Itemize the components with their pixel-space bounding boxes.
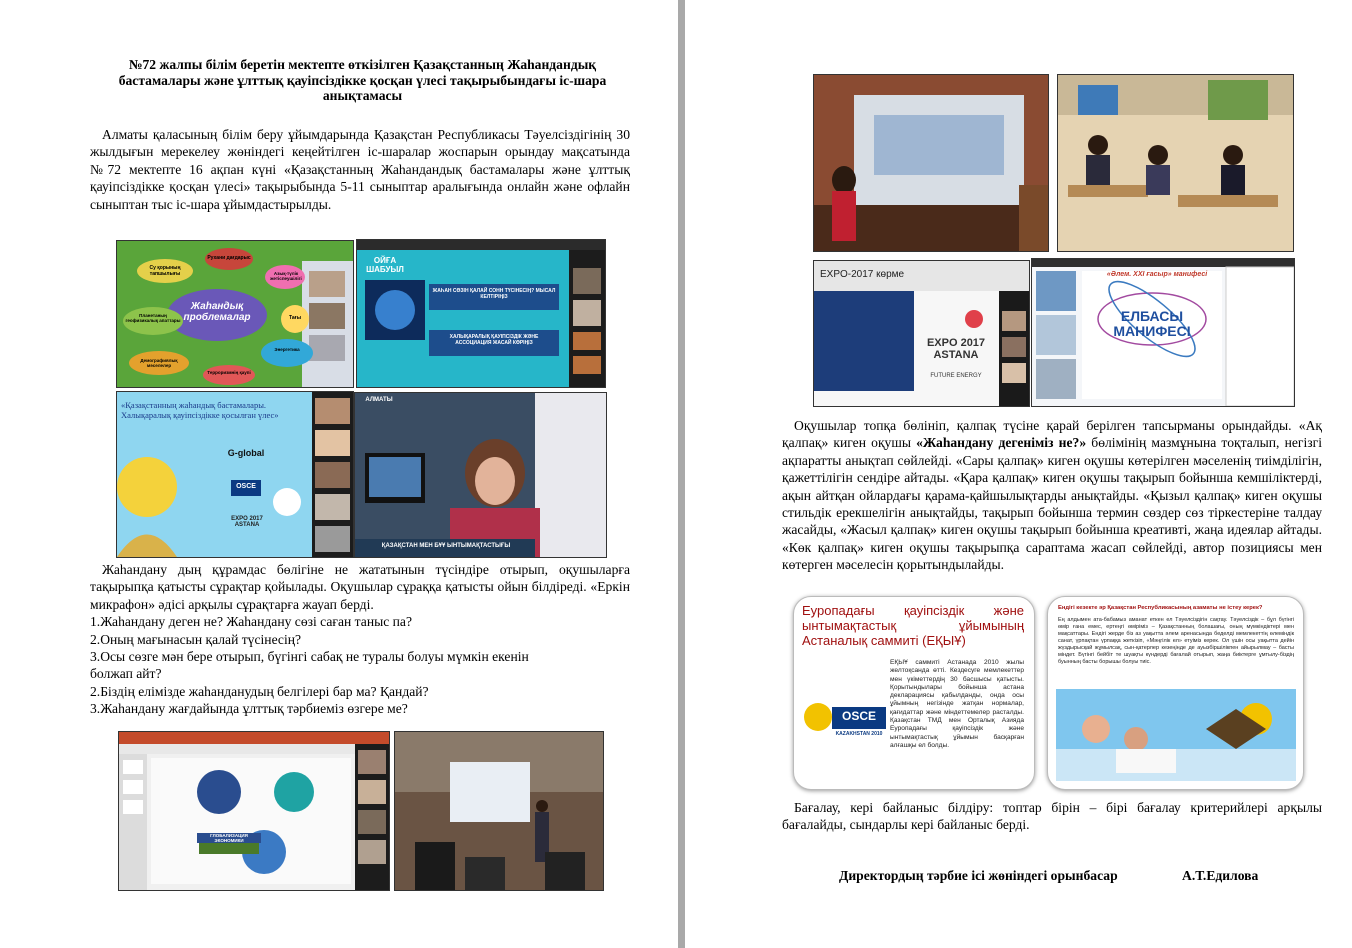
bubble-label: Энергетика [274, 347, 300, 352]
discussion-paragraph: Жаһандану дың құрамдас бөлігіне не жататынын түсіндіре отырып, оқушыларға тақырыпқа қатысты сұрақтар қойылады. Оқушылар сұраққа қатысты ойын білдіреді. «Еркін микрафон» әдісі арқылы сұрақтарға жауап берді. [90, 562, 630, 612]
students-classroom-photo [1057, 74, 1294, 252]
mindmap-center-label: Жаһандық проблемалар [183, 301, 251, 323]
intro-paragraph: Алматы қаласының білім беру ұйымдарында Қазақстан Республикасы Тәуелсіздігінің 30 жылдығын мерекелеу жөніндегі кеңейтілген іс-шаралар жоспарын орындау мақсатында №72 мектепте 16 ақпан күні «Қазақстанның Жаһандандық бастамалары және ұлттық қауіпсіздікке қосқан үлесі» тақырыбында 5-11 сыныптар аралығында онлайн және офлайн сыныптан тыс іс-шара ұйымдастырылды. [90, 127, 630, 212]
question-item: 2.Біздің елімізде жаһанданудың белгілері бар ма? Қандай? [90, 684, 429, 699]
global-initiatives-slide-photo [116, 391, 354, 558]
brainstorm-footer: ХАЛЫҚАРАЛЫҚ ҚАУІПСІЗДІК ЖӘНЕ АССОЦИАЦИЯ ЖАСАЙ КӨРІҢІЗ [449, 334, 539, 346]
presenter-drawing [814, 75, 1048, 251]
classroom-drawing [395, 732, 603, 890]
osce-card-body: ЕҚЫҰ саммиті Астанада 2010 жылы желтоқсанда өтті. Кездесуге мемлекеттер мен үкіметтердің 30 басшысы қатысты. Қорытындылары бойынша астана декларациясы қабылданды, онда осы ұйымның негізінде жатқан нормалар, қағидаттар және міндеттемелер расталды. Қазақстан ТМД мен Орталық Азияда Еуропадағы қауіпсіздік және ынтымақтастық ұйымын басқарған алғашқы ел болды. [890, 659, 1024, 749]
signature-role: Директордың тәрбие ісі жөніндегі орынбасар [839, 868, 1118, 883]
independence-card-body: Ең алдымен ата-бабамыз аманат еткен ел Тәуелсіздігін сақтау. Тәуелсіздік – бұл бүгінгі өмір ғана емес, ертеңгі өміріміз – Қазақстанның болашағы, оның мүмкіндіктері мен мақсаттары. Ендігі жерде біз аз уақытта әлем аренасында беделді мемлекеттің өлеміндік санат, үрпақтан үрпаққа жеткізіп, «Мәңгілік ел» етуіміз керек. Ол үшін осы уақытта дейін жүздырысқай жұмылсақ, сын-қатерлер кезеңінде де ауызбіршілікпен айырылмау – басты міндет. Бүгінгі бейбіт те шуақты күндерді бағалай отырып, жаңа биіктерге ұмтылу-біздің буынның басты борышы болуы тиіс. [1058, 617, 1294, 665]
students-drawing [1058, 75, 1293, 251]
signature-name: А.Т.Едилова [1182, 868, 1259, 883]
document-title: №72 жалпы білім беретін мектепте өткізілген Қазақстанның Жаһандандық бастамалары және ұлттық қауіпсіздікке қосқан үлесі тақырыбындағы іс-шара анықтамасы [118, 57, 607, 103]
manifest-heading: «Әлем. XXI ғасыр» манифесі [1106, 271, 1208, 278]
family-image [1056, 689, 1296, 781]
bubble-label: Демографиялық мәселелер [140, 358, 178, 368]
bubble-label: Су қорының тапшылығы [149, 265, 181, 277]
presentation-screenshot [118, 731, 390, 891]
question-item: 3.Осы сөзге мән бере отырып, бүгінгі сабақ не туралы болуы мүмкін екенін [90, 649, 529, 664]
initiatives-heading: «Қазақстанның жаһандық бастамалары. Халықаралық қауіпсіздікке қосылған үлес» [121, 400, 279, 420]
independence-card-title: Ендігі кезекте әр Қазақстан Республикасының азаматы не істеу керек? [1058, 605, 1263, 611]
brainstorm-heading: ОЙҒА ШАБУЫЛ [366, 256, 404, 274]
gglobal-label: G-global [227, 448, 265, 458]
teacher-online-photo [354, 392, 607, 558]
city-label: АЛМАТЫ [365, 397, 393, 403]
teacher-drawing [355, 393, 606, 557]
right-page [685, 0, 1352, 948]
classroom-presentation-photo [394, 731, 604, 891]
hats-method-paragraph [782, 417, 1322, 574]
question-item: 3.Жаһандану жағдайында ұлттық тәрбиеміз өзгере ме? [90, 701, 408, 716]
manifest-slide-photo [1031, 258, 1295, 407]
expo-heading: EXPO-2017 көрме [820, 269, 905, 280]
un-banner: ҚАЗАҚСТАН МЕН БҰҰ ЫНТЫМАҚТАСТЫҒЫ [381, 543, 511, 549]
presenter-photo [813, 74, 1049, 252]
expo-logo: EXPO 2017 ASTANA [926, 337, 986, 361]
osce-card-logo: OSCE [841, 709, 876, 723]
presentation-drawing [119, 732, 389, 890]
feedback-paragraph: Бағалау, кері байланыс білдіру: топтар бірін – бірі бағалау критерийлері арқылы бағалайды, сындарлы кері байланыс берді. [782, 800, 1322, 833]
hats-text-after: бөлімінің мазмұнына тоқталып, негізгі ақпаратты анықтап сөйлейді. «Сары қалпақ» киген оқушы көтерілген мәселенің тиімділігін, қажеттілігін сендіре айтады. «Қара қалпақ» киген оқушы тақырып бойынша кемшіліктерді, ақын айтқан ойлардағы қарама-қайшылықтарды анықтайды. «Қызыл қалпақ» киген оқушы стильдік ерекшелігін анықтайды, тақырып бойынша термин сөздер сөз тіркестеріне талдау жасайды, «Жасыл қалпақ» киген оқушы тақырып бойынша креативті, жаңа идеялар айтады. «Көк қалпақ» киген оқушы тақырыпқа сараптама жасап сөйлейді, автор позициясы мен көтерген мәселесін қорытындылайды. [782, 435, 1322, 573]
question-item: болжап айт? [90, 666, 162, 681]
bubble-label: Азық-түлік жетіспеушілігі [270, 271, 302, 281]
brainstorm-question: ЖАҺАН СӨЗІН ҚАЛАЙ СОНН ТҮСІНЕСІҢ? МЫСАЛ КЕЛТІРІҢІЗ [432, 288, 556, 300]
bubble-label: Рухани дағдарыс [207, 255, 251, 261]
osce-card-logo-sub: KAZAKHSTAN 2010 [835, 731, 883, 737]
independence-card [1047, 596, 1304, 790]
expo-label: EXPO 2017 ASTANA [231, 516, 263, 528]
bubble-label: Тағы [288, 315, 302, 321]
bubble-label: Терроризмнің қаупі [207, 370, 251, 375]
expo-drawing [814, 261, 1029, 406]
globalization-label: ГЛОБАЛИЗАЦИЯ ЭКОНОМИКИ [197, 833, 261, 843]
osce-summit-card [793, 596, 1035, 790]
manifest-word: ЕЛБАСЫ МАНИФЕСІ [1113, 308, 1191, 339]
osce-label: OSCE [236, 483, 256, 490]
hats-bold-question: «Жаһандану дегеніміз не?» [916, 435, 1087, 451]
osce-card-title: Еуропадағы қауіпсіздік және ынтымақтастық ұйымының Астаналық саммиті (ЕҚЫҰ) [802, 603, 1024, 648]
brainstorm-slide-photo [356, 239, 606, 388]
global-problems-slide-photo [116, 240, 354, 388]
bubble-label: Планетаның геофизикалық апаттары [125, 313, 181, 323]
expo-sub: FUTURE ENERGY [930, 373, 982, 379]
question-item: 1.Жаһандану деген не? Жаһандану сөзі саған таныс па? [90, 614, 413, 629]
expo-slide-photo [813, 260, 1030, 407]
question-item: 2.Оның мағынасын қалай түсінесің? [90, 632, 302, 647]
hats-text-before: Оқушылар топқа бөлініп, қалпақ түсіне қарай берілген тапсырманы орындайды. «Ақ қалпақ» киген оқушы [782, 418, 1322, 451]
